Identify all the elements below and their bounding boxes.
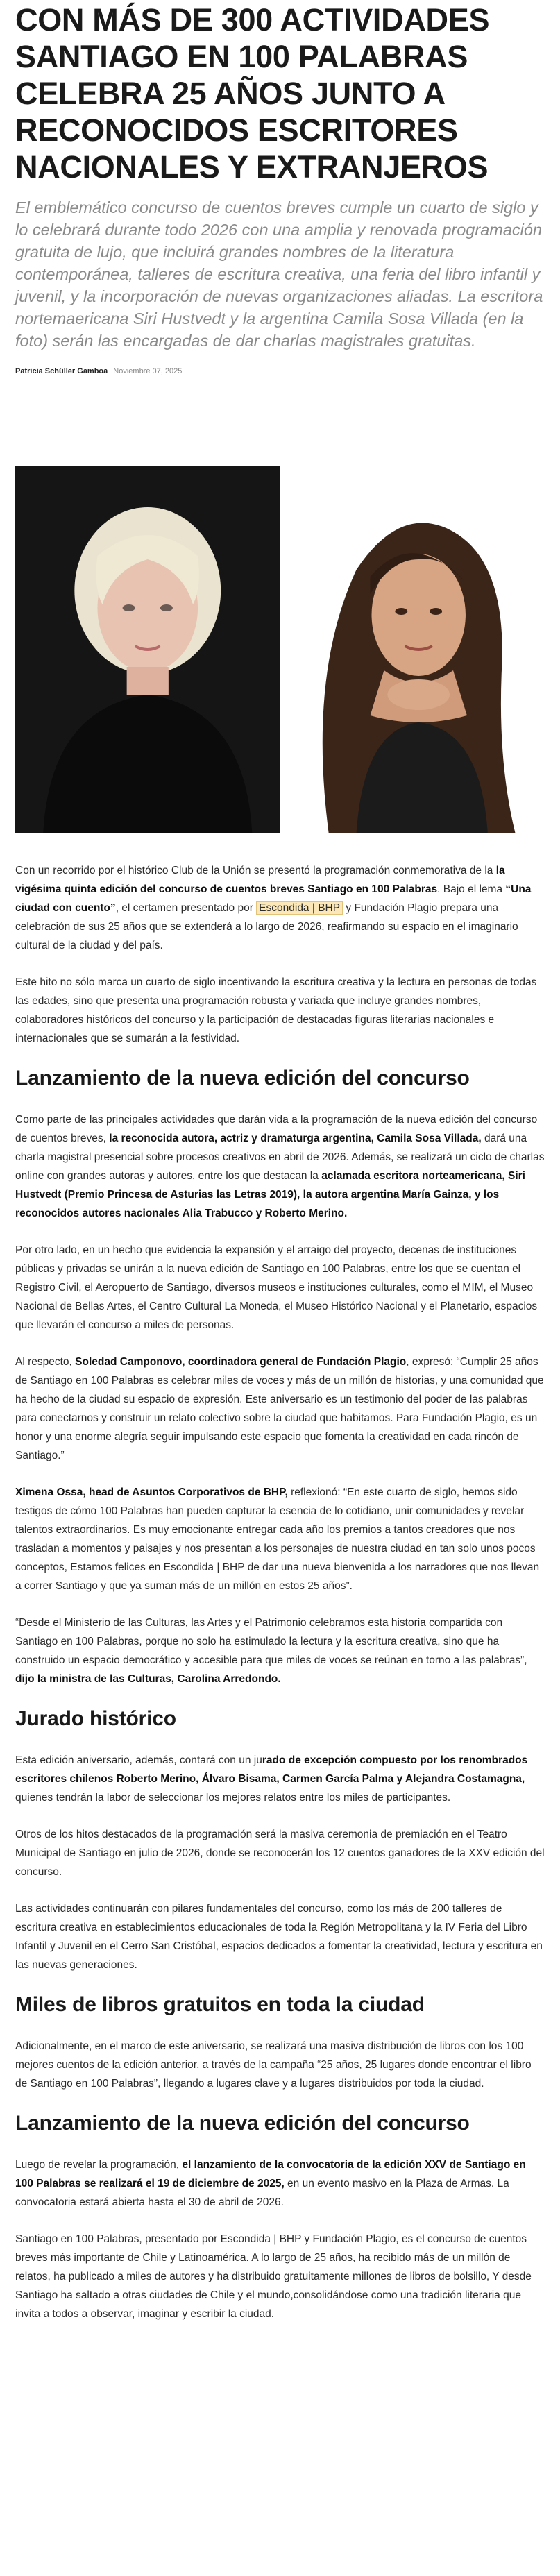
- paragraph: Como parte de las principales actividades que darán vida a la programación de la nueva edición del concurso de cuentos breves, la reconocida autora, actriz y dramaturga argentina, Camila Sosa Villada, dará una charla magistral presencial sobre procesos creativos en abril de 2026. Además, se realizará un ciclo de charlas online con grandes autoras y autores, entre los que destacan la aclamada escritora norteamericana, Siri Hustvedt (Premio Princesa de Asturias las Letras 2019), la autora argentina María Gainza, y los reconocidos autores nacionales Alia Trabucco y Roberto Merino.: [15, 1114, 545, 1219]
- featured-photo: [15, 466, 545, 833]
- paragraph: Este hito no sólo marca un cuarto de siglo incentivando la escritura creativa y la lectura en personas de todas las edades, sino que presenta una programación robusta y variada que incluye grandes nombres, colaboradores históricos del concurso y la participación de destacadas figuras literarias nacionales e internacionales que se sumarán a la festividad.: [15, 976, 537, 1044]
- byline: [15, 367, 545, 375]
- paragraph: Al respecto, Soledad Camponovo, coordinadora general de Fundación Plagio, expresó: “Cumplir 25 años de Santiago en 100 Palabras es celebrar miles de voces y más de un millón de historias, y una comunidad que ha hecho de la ciudad su espacio de expresión. Este aniversario es un testimonio del poder de las palabras para conectarnos y construir un relato colectivo sobre la ciudad que habitamos. Para Fundación Plagio, es un honor y una enorme alegría seguir impulsando este espacio que fomenta la creatividad en cada rincón de Santiago.”: [15, 1356, 544, 1461]
- paragraph: “Desde el Ministerio de las Culturas, las Artes y el Patrimonio celebramos esta historia compartida con Santiago en 100 Palabras, porque no solo ha estimulado la lectura y la escritura creativa, sino que ha construido un espacio democrático y accesible para que miles de voces se reúnan en torno a las palabras”, dijo la ministra de las Culturas, Carolina Arredondo.: [15, 1617, 527, 1685]
- section-heading: Lanzamiento de la nueva edición del concurso: [15, 2112, 470, 2135]
- publish-date: Noviembre 07, 2025: [113, 367, 183, 375]
- paragraph: Santiago en 100 Palabras, presentado por Escondida | BHP y Fundación Plagio, es el concurso de cuentos breves más importante de Chile y Latinoamérica. A lo largo de 25 años, ha recibido más de un millón de relatos, ha publicado a miles de autores y ha distribuido gratuitamente millones de libros de bolsillo, Y desde Santiago ha saltado a otras ciudades de Chile y el mundo,consolidándose como una tradición literaria que invita a todos a observar, imaginar y escribir la ciudad.: [15, 2233, 532, 2320]
- sponsor-highlight: Escondida | BHP: [256, 901, 343, 915]
- article-body: [15, 861, 545, 2323]
- paragraph: Por otro lado, en un hecho que evidencia la expansión y el arraigo del proyecto, decenas de instituciones públicas y privadas se unirán a la nueva edición de Santiago en 100 Palabras, entre los que se cuentan el Registro Civil, el Aeropuerto de Santiago, diversos museos e instituciones culturales, como el MIM, el Museo Nacional de Bellas Artes, el Centro Cultural La Moneda, el Museo Histórico Nacional y el Planetario, espacios que llevarán el concurso a miles de personas.: [15, 1244, 538, 1331]
- article-headline: CON MÁS DE 300 ACTIVIDADES SANTIAGO EN 100 PALABRAS CELEBRA 25 AÑOS JUNTO A RECONOCIDOS ESCRITORES NACIONALES Y EXTRANJEROS: [15, 2, 490, 185]
- portrait-right-image: [280, 466, 545, 833]
- paragraph: Luego de revelar la programación, el lanzamiento de la convocatoria de la edición XXV de Santiago en 100 Palabras se realizará el 19 de diciembre de 2025, en un evento masivo en la Plaza de Armas. La convocatoria estará abierta hasta el 30 de abril de 2026.: [15, 2159, 526, 2208]
- portrait-left-image: [15, 466, 280, 833]
- paragraph: Ximena Ossa, head de Asuntos Corporativos de BHP, reflexionó: “En este cuarto de siglo, hemos sido testigos de cómo 100 Palabras han pueden capturar la esencia de lo cotidiano, unir comunidades y revelar talentos extraordinarios. Es muy emocionante entregar cada año los premios a tantos creadores que nos trasladan a momentos y paisajes y nos presentan a los personajes de nuestra ciudad en tan solo unos pocos conceptos, Estamos felices en Escondida | BHP de dar una nueva bienvenida a los narradores que nos llevan a correr Santiago y que ya suman más de un millón en estos 25 años”.: [15, 1486, 540, 1592]
- paragraph: Las actividades continuarán con pilares fundamentales del concurso, como los más de 200 talleres de escritura creativa en establecimientos educacionales de toda la Región Metropolitana y la IV Feria del Libro Infantil y Juvenil en el Cerro San Cristóbal, espacios dedicados a fomentar la creatividad, lectura y escritura en las nuevas generaciones.: [15, 1903, 543, 1971]
- section-heading: Miles de libros gratuitos en toda la ciudad: [15, 1993, 425, 2016]
- author-link[interactable]: Patricia Schüller Gamboa: [15, 367, 108, 375]
- paragraph: Con un recorrido por el histórico Club de la Unión se presentó la programación conmemorativa de la la vigésima quinta edición del concurso de cuentos breves Santiago en 100 Palabras. Bajo el lema “Una ciudad con cuento”, el certamen presentado por Escondida | BHP y Fundación Plagio prepara una celebración de sus 25 años que se extenderá a lo largo de 2026, reafirmando su espacio en el imaginario cultural de la ciudad y del país.: [15, 865, 532, 951]
- paragraph: Otros de los hitos destacados de la programación será la masiva ceremonia de premiación en el Teatro Municipal de Santiago en julio de 2026, donde se reconocerán los 12 cuentos ganadores de la XXV edición del concurso.: [15, 1829, 545, 1878]
- photo-camila-sosa-villada: [280, 466, 545, 833]
- paragraph: Adicionalmente, en el marco de este aniversario, se realizará una masiva distribución de libros con los 100 mejores cuentos de la edición anterior, a través de la campaña “25 años, 25 lugares donde encontrar el libro de Santiago en 100 Palabras”, llegando a lugares clave y a lugares distribuidos por toda la ciudad.: [15, 2040, 532, 2090]
- photo-siri-hustvedt: [15, 466, 280, 833]
- article-lede: El emblemático concurso de cuentos breves cumple un cuarto de siglo y lo celebrará durante todo 2026 con una amplia y renovada programación gratuita de lujo, que incluirá grandes nombres de la literatura contemporánea, talleres de escritura creativa, una feria del libro infantil y juvenil, y la incorporación de nuevas organizaciones aliadas. La escritora nortemaericana Siri Hustvedt y la argentina Camila Sosa Villada (en la foto) serán las encargadas de dar charlas magistrales gratuitas.: [15, 198, 543, 350]
- section-heading: Lanzamiento de la nueva edición del concurso: [15, 1067, 470, 1090]
- paragraph: Esta edición aniversario, además, contará con un jurado de excepción compuesto por los renombrados escritores chilenos Roberto Merino, Álvaro Bisama, Carmen García Palma y Alejandra Costamagna, quienes tendrán la labor de seleccionar los mejores relatos entre los miles de participantes.: [15, 1754, 528, 1804]
- section-heading: Jurado histórico: [15, 1707, 176, 1730]
